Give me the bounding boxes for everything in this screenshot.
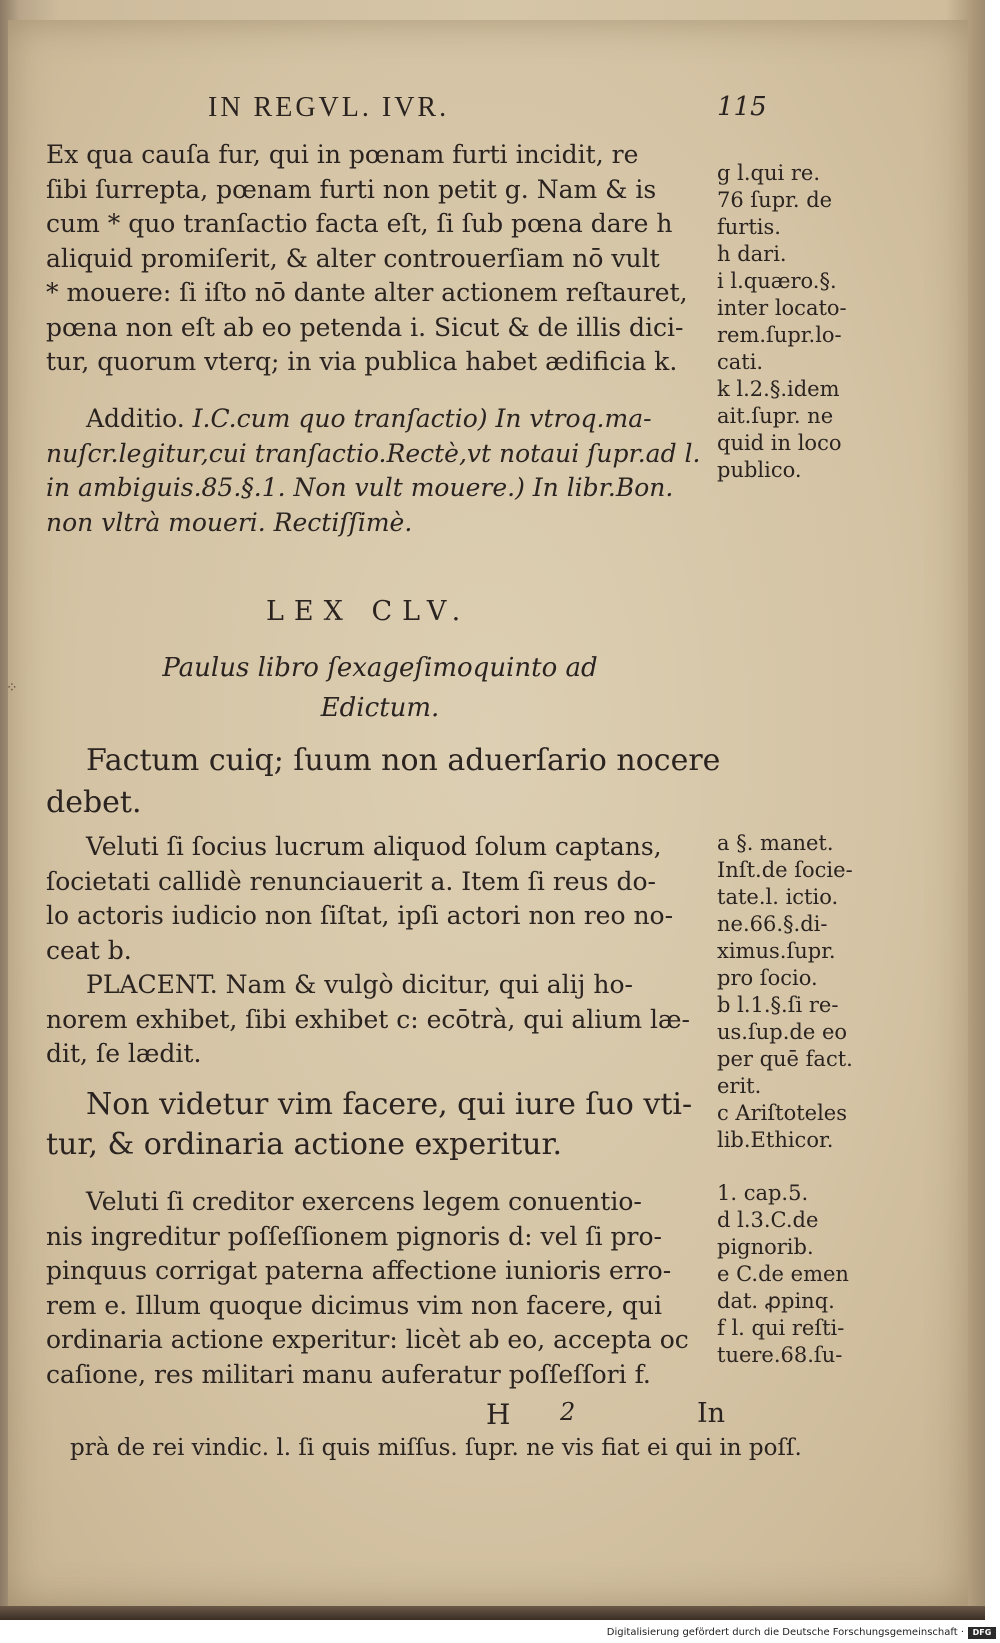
margin-note: lib.Ethicor.	[717, 1128, 834, 1152]
margin-note: pignorib.	[717, 1235, 814, 1259]
text-line: Non videtur vim facere, qui iure ſuo vti-	[86, 1087, 693, 1122]
margin-note: 1. cap.5.	[717, 1181, 809, 1205]
text-line: PLACENT. Nam & vulgò dicitur, qui alij ho-	[86, 970, 633, 999]
margin-note: inter locato-	[717, 296, 847, 320]
text-line: * mouere: ſi iſto nō dante alter actionem reſtauret,	[46, 278, 688, 307]
text-line: debet.	[46, 785, 142, 820]
rule-statement-2	[46, 1085, 726, 1165]
margin-note: 76 ſupr. de	[717, 188, 833, 212]
additio-label: Additio.	[86, 404, 185, 433]
text-line: Veluti ſi creditor exercens legem conuentio-	[86, 1187, 642, 1216]
text-line: nuſcr.legitur,cui tranſactio.Rectè,vt notaui ſupr.ad l.	[46, 438, 701, 468]
marginal-notes-2	[717, 830, 887, 1154]
text-line: in ambiguis.85.§.1. Non vult mouere.) In libr.Bon.	[46, 473, 674, 502]
digitization-credit: Digitalisierung gefördert durch die Deutsche Forschungsgemeinschaft ·	[606, 1627, 964, 1638]
margin-note: ne.66.§.di-	[717, 912, 828, 936]
text-line: lo actoris iudicio non ſiſtat, ipſi actori non reo no-	[46, 901, 674, 930]
margin-note: f l. qui reſti-	[717, 1316, 845, 1340]
text-line: ordinaria actione experitur: licèt ab eo, accepta oc	[46, 1325, 689, 1354]
signature-number: 2	[560, 1398, 576, 1426]
additio-text: I.C.cum quo tranſactio) In vtroq.ma-	[192, 404, 652, 433]
margin-note: cati.	[717, 350, 764, 374]
dfg-logo: DFG	[968, 1627, 996, 1639]
margin-note: publico.	[717, 458, 802, 482]
running-head: IN REGVL. IVR.	[208, 92, 450, 123]
text-block-2	[46, 830, 726, 1072]
margin-note: k l.2.§.idem	[717, 377, 840, 401]
margin-note: h dari.	[717, 242, 787, 266]
text-line: norem exhibet, ſibi exhibet c: ecōtrà, qui alium læ-	[46, 1004, 690, 1034]
signature-mark: H	[486, 1398, 511, 1431]
marginal-notes-1	[717, 160, 887, 484]
text-line: nis ingreditur poſſeſſionem pignoris d: vel ſi pro-	[46, 1221, 662, 1251]
text-line: tur, quorum vterq; in via publica habet ædificia k.	[46, 347, 678, 376]
marginal-notes-3	[717, 1180, 887, 1369]
text-line: non vltrà moueri. Rectiſſimè.	[46, 507, 413, 537]
lex-subheading-line: Paulus libro ſexageſimoquinto ad	[162, 653, 598, 683]
margin-note: b l.1.§.ſi re-	[717, 993, 839, 1017]
margin-note: g l.qui re.	[717, 161, 821, 185]
margin-mark: ⁘	[6, 680, 18, 696]
margin-note: us.ſup.de eo	[717, 1020, 848, 1044]
page-bottom-edge	[0, 1606, 985, 1620]
catchword: In	[697, 1398, 726, 1429]
text-line: tur, & ordinaria actione experitur.	[46, 1127, 563, 1162]
lex-heading: LEX CLV.	[266, 596, 471, 627]
margin-note: pro ſocio.	[717, 966, 818, 990]
digitization-footer	[0, 1624, 1000, 1643]
margin-note: quid in loco	[717, 431, 842, 455]
margin-note: c Ariſtoteles	[717, 1101, 847, 1125]
margin-note: dat. ꝓpinq.	[717, 1289, 835, 1313]
text-line: Factum cuiq; ſuum non aduerſario nocere	[86, 743, 721, 778]
margin-note: per quē fact.	[717, 1047, 853, 1071]
text-line: cum * quo tranſactio facta eſt, ſi ſub pœna dare h	[46, 209, 673, 238]
margin-note: e C.de emen	[717, 1262, 849, 1286]
margin-note: d l.3.C.de	[717, 1208, 819, 1232]
margin-note: i l.quæro.§.	[717, 269, 837, 293]
margin-note: tate.l. ictio.	[717, 885, 839, 909]
additio-block	[46, 402, 726, 540]
text-line: Ex qua cauſa fur, qui in pœnam furti incidit, re	[46, 140, 639, 169]
page-header	[0, 92, 1000, 132]
text-line: pinquus corrigat paterna affectione iunioris erro-	[46, 1256, 672, 1285]
footnote-continuation: prà de rei vindic. l. ſi quis miſſus. ſupr. ne vis fiat ei qui in poſſ.	[70, 1435, 802, 1461]
text-line: caſione, res militari manu auferatur poſſeſſori f.	[46, 1359, 651, 1389]
margin-note: Inſt.de ſocie-	[717, 858, 853, 882]
margin-note: a §. manet.	[717, 831, 834, 855]
text-line: ſocietati callidè renunciauerit a. Item ſi reus do-	[46, 866, 656, 896]
margin-note: ait.ſupr. ne	[717, 404, 834, 428]
margin-note: erit.	[717, 1074, 762, 1098]
margin-note: ximus.ſupr.	[717, 939, 836, 963]
margin-note: furtis.	[717, 215, 781, 239]
text-line: Veluti ſi ſocius lucrum aliquod ſolum captans,	[86, 832, 662, 861]
text-line: aliquid promiſerit, & alter controuerſiam nō vult	[46, 243, 660, 273]
text-line: rem e. Illum quoque dicimus vim non facere, qui	[46, 1290, 662, 1320]
text-block-3	[46, 1185, 726, 1392]
lex-subheading	[0, 648, 760, 728]
text-line: ſibi ſurrepta, pœnam furti non petit g. Nam & is	[46, 174, 657, 204]
text-block-1	[46, 138, 726, 380]
page-number: 115	[717, 92, 767, 122]
margin-note: tuere.68.ſu-	[717, 1343, 843, 1367]
lex-subheading-line: Edictum.	[320, 693, 440, 723]
text-line: ceat b.	[46, 935, 132, 965]
text-line: pœna non eſt ab eo petenda i. Sicut & de illis dici-	[46, 312, 684, 342]
text-line	[46, 402, 726, 437]
margin-note: rem.ſupr.lo-	[717, 323, 842, 347]
text-line: dit, ſe lædit.	[46, 1039, 202, 1068]
rule-statement-1	[46, 740, 726, 824]
